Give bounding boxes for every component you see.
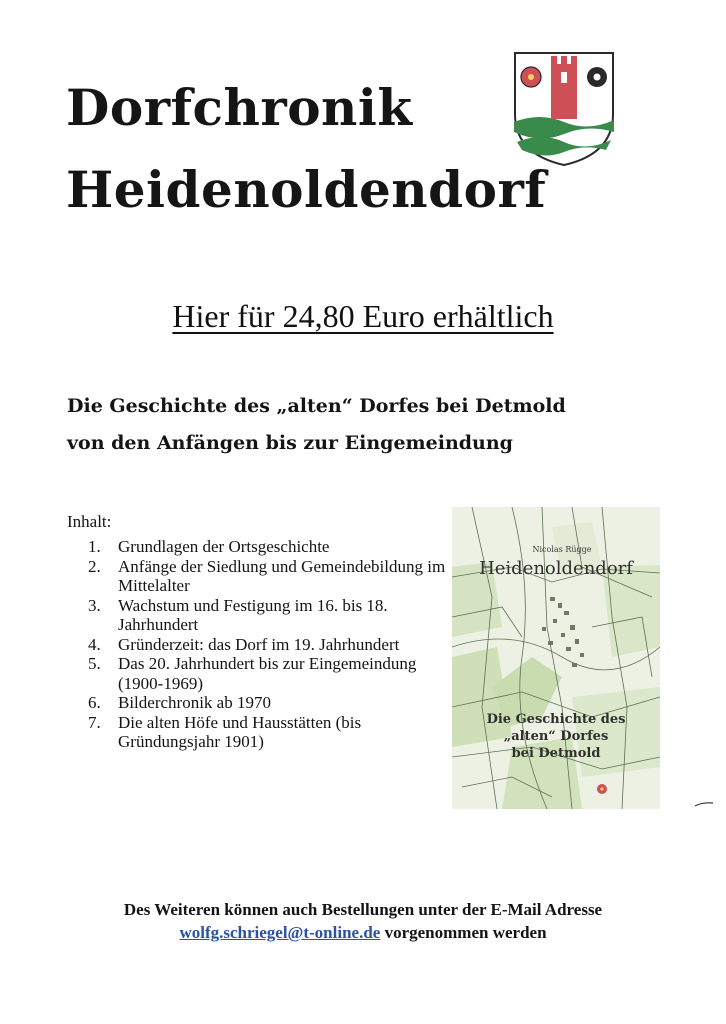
book-cover-image: [452, 507, 660, 809]
contents-item: [88, 537, 448, 557]
item-number: 6.: [88, 693, 101, 712]
order-footer: [0, 898, 726, 944]
item-text: Anfänge der Siedlung und Gemeindebildung im Mittelalter: [118, 556, 446, 595]
book-subtitle-line-3: bei Detmold: [511, 746, 601, 761]
item-text: Das 20. Jahrhundert bis zur Eingemeindung (1900-1969): [118, 654, 417, 693]
contents-label: Inhalt:: [67, 512, 112, 531]
subtitle-line-1: Die Geschichte des „alten“ Dorfes bei Detmold: [67, 395, 566, 417]
book-author: Nicolas Rügge: [532, 545, 592, 554]
item-text: Bilderchronik ab 1970: [118, 693, 271, 712]
item-number: 7.: [88, 712, 101, 732]
footer-line-2: [0, 921, 726, 944]
contents-item: [88, 654, 448, 693]
subtitle-line-2: von den Anfängen bis zur Eingemeindung: [67, 432, 513, 454]
item-number: 3.: [88, 595, 101, 615]
title-line-1: Dorfchronik: [66, 78, 413, 137]
item-text: Gründerzeit: das Dorf im 19. Jahrhundert: [118, 634, 400, 654]
village-coat-of-arms: [512, 50, 616, 168]
footer-line-1: Des Weiteren können auch Bestellungen unter der E-Mail Adresse: [123, 900, 603, 919]
scan-mark: [694, 800, 714, 808]
item-number: 2.: [88, 556, 101, 576]
email-link[interactable]: wolfg.schriegel@t-online.de: [179, 923, 381, 942]
contents-item: [88, 713, 448, 752]
item-text: Die alten Höfe und Hausstätten (bis Gründungsjahr 1901): [118, 712, 362, 751]
title-line-2: Heidenoldendorf: [66, 160, 547, 219]
price-note: Hier für 24,80 Euro erhältlich: [172, 298, 554, 334]
contents-item: [88, 635, 448, 655]
item-number: 4.: [88, 634, 101, 654]
item-text: Grundlagen der Ortsgeschichte: [118, 537, 330, 556]
item-text: Wachstum und Festigung im 16. bis 18. Jahrhundert: [118, 595, 388, 634]
contents-item: [88, 693, 448, 713]
book-title: Heidenoldendorf: [479, 558, 633, 579]
contents-list: [88, 537, 448, 752]
item-number: 1.: [88, 537, 101, 556]
footer-line-2-suffix: vorgenommen werden: [380, 923, 547, 942]
item-number: 5.: [88, 654, 101, 673]
contents-item: [88, 596, 448, 635]
contents-item: [88, 557, 448, 596]
book-subtitle-line-1: Die Geschichte des: [486, 712, 626, 727]
book-subtitle-line-2: „alten“ Dorfes: [503, 729, 609, 744]
